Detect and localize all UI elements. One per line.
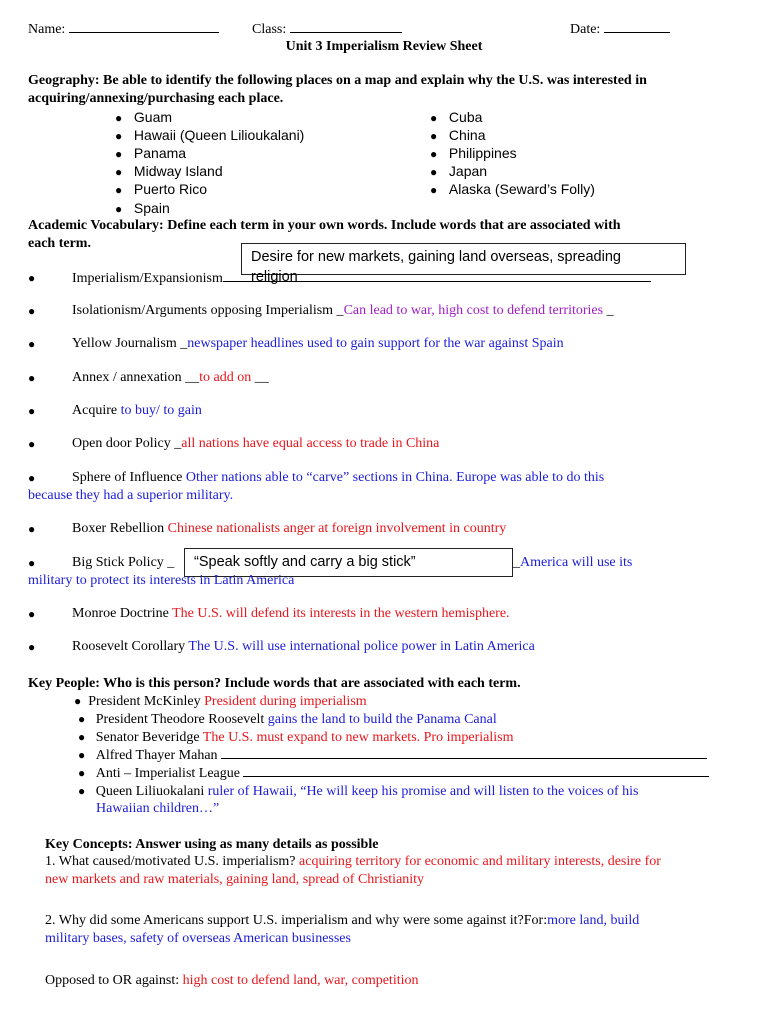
date-label: Date: (570, 22, 601, 37)
vocab-item-open-door (28, 435, 35, 454)
place-item: ● Philippines (430, 145, 517, 161)
vocab-term: Sphere of Influence Other nations able to “carve” sections in China. Europe was able to do this (72, 470, 605, 485)
bullet-icon: ● (78, 730, 86, 744)
bullet-icon: ● (430, 111, 438, 125)
answer-line (221, 746, 707, 759)
bullet-icon: ● (28, 556, 36, 570)
textbox-line-2: religion (251, 269, 298, 285)
date-field (570, 20, 670, 39)
person-answer-continued: Hawaiian children…” (96, 801, 220, 816)
vocab-item-monroe (28, 605, 35, 624)
name-label: Name: (28, 22, 66, 37)
textbox-line-1: Desire for new markets, gaining land overseas, spreading (251, 249, 621, 265)
class-field (252, 20, 402, 39)
vocab-term: Imperialism/Expansionism (72, 269, 651, 288)
vocab-item-big-stick (28, 554, 35, 573)
name-field (28, 20, 219, 39)
vocab-term: Roosevelt Corollary The U.S. will use international police power in Latin America (72, 639, 535, 654)
person-item: ● President Theodore Roosevelt gains the land to build the Panama Canal (78, 712, 497, 727)
place-item: ● China (430, 127, 486, 143)
bullet-icon: ● (115, 202, 123, 216)
vocab-term: Annex / annexation __to add on __ (72, 370, 269, 385)
bullet-icon: ● (115, 165, 123, 179)
vocab-term: Monroe Doctrine The U.S. will defend its interests in the western hemisphere. (72, 606, 510, 621)
bullet-icon: ● (115, 183, 123, 197)
question-2: 2. Why did some Americans support U.S. imperialism and why were some against it?For:more land, build (45, 913, 640, 928)
vocab-item-isolationism (28, 302, 35, 321)
date-line (604, 20, 670, 33)
vocab-term: Big Stick Policy _ (72, 555, 175, 570)
bullet-icon: ● (78, 712, 86, 726)
question-1: 1. What caused/motivated U.S. imperialism? acquiring territory for economic and military interests, desire for (45, 854, 661, 869)
bullet-icon: ● (28, 304, 36, 318)
answer-line (243, 764, 709, 777)
geography-heading-1: Geography: Be able to identify the following places on a map and explain why the U.S. was interested in (28, 73, 647, 88)
textbox-imperialism-answer[interactable] (241, 243, 686, 285)
person-item: ● Anti – Imperialist League (78, 764, 709, 783)
bullet-icon: ● (78, 784, 86, 798)
place-item: ● Puerto Rico (115, 181, 208, 197)
vocab-answer: _America will use its (513, 555, 633, 570)
bullet-icon: ● (430, 183, 438, 197)
vocab-heading-1: Academic Vocabulary: Define each term in your own words. Include words that are associated with (28, 218, 621, 233)
vocab-term: Yellow Journalism _newspaper headlines used to gain support for the war against Spain (72, 336, 564, 351)
bullet-icon: ● (28, 607, 36, 621)
bullet-icon: ● (78, 766, 86, 780)
name-line (69, 20, 219, 33)
person-item: ● President McKinley President during imperialism (74, 694, 367, 709)
question-3: Opposed to OR against: high cost to defend land, war, competition (45, 973, 419, 988)
vocab-term: Open door Policy _all nations have equal access to trade in China (72, 436, 440, 451)
bullet-icon: ● (28, 371, 36, 385)
textbox-big-stick-answer[interactable]: “Speak softly and carry a big stick” (184, 548, 513, 577)
bullet-icon: ● (430, 129, 438, 143)
vocab-term: Isolationism/Arguments opposing Imperialism _Can lead to war, high cost to defend territories _ (72, 303, 614, 318)
bullet-icon: ● (28, 437, 36, 451)
bullet-icon: ● (28, 640, 36, 654)
vocab-item-annex (28, 369, 35, 388)
vocab-heading-2: each term. (28, 236, 91, 251)
class-line (290, 20, 402, 33)
bullet-icon: ● (28, 522, 36, 536)
class-label: Class: (252, 22, 287, 37)
vocab-item-yellow-journalism (28, 335, 35, 354)
geography-heading-2: acquiring/annexing/purchasing each place. (28, 91, 284, 106)
bullet-icon: ● (115, 129, 123, 143)
vocab-item-imperialism (28, 269, 35, 288)
vocab-answer-continued: military to protect its interests in Latin America (28, 573, 295, 588)
bullet-icon: ● (430, 165, 438, 179)
bullet-icon: ● (28, 337, 36, 351)
vocab-answer-continued: because they had a superior military. (28, 488, 234, 503)
place-item: ● Spain (115, 200, 170, 216)
bullet-icon: ● (28, 271, 36, 285)
bullet-icon: ● (115, 147, 123, 161)
place-item: ● Panama (115, 145, 187, 161)
place-item: ● Midway Island (115, 163, 223, 179)
place-item: ● Japan (430, 163, 488, 179)
bullet-icon: ● (74, 694, 82, 708)
person-item: ● Queen Liliuokalani ruler of Hawaii, “He will keep his promise and will listen to the voices of his (78, 784, 639, 799)
person-item: ● Senator Beveridge The U.S. must expand to new markets. Pro imperialism (78, 730, 514, 745)
vocab-item-sphere (28, 469, 35, 488)
bullet-icon: ● (115, 111, 123, 125)
bullet-icon: ● (28, 404, 36, 418)
concepts-heading: Key Concepts: Answer using as many details as possible (45, 837, 379, 852)
vocab-item-roosevelt-corollary (28, 638, 35, 657)
bullet-icon: ● (430, 147, 438, 161)
person-item: ● Alfred Thayer Mahan (78, 746, 707, 765)
vocab-item-boxer (28, 520, 35, 539)
page-title: Unit 3 Imperialism Review Sheet (285, 39, 483, 54)
bullet-icon: ● (78, 748, 86, 762)
bullet-icon: ● (28, 471, 36, 485)
vocab-term: Boxer Rebellion Chinese nationalists anger at foreign involvement in country (72, 521, 507, 536)
place-item: ● Hawaii (Queen Lilioukalani) (115, 127, 305, 143)
place-item: ● Cuba (430, 109, 483, 125)
place-item: ● Guam (115, 109, 173, 125)
place-item: ● Alaska (Seward’s Folly) (430, 181, 595, 197)
people-heading: Key People: Who is this person? Include words that are associated with each term. (28, 676, 521, 691)
vocab-item-acquire (28, 402, 35, 421)
vocab-term: Acquire to buy/ to gain (72, 403, 202, 418)
answer-1-continued: new markets and raw materials, gaining land, spread of Christianity (45, 872, 425, 887)
answer-2-continued: military bases, safety of overseas American businesses (45, 931, 351, 946)
